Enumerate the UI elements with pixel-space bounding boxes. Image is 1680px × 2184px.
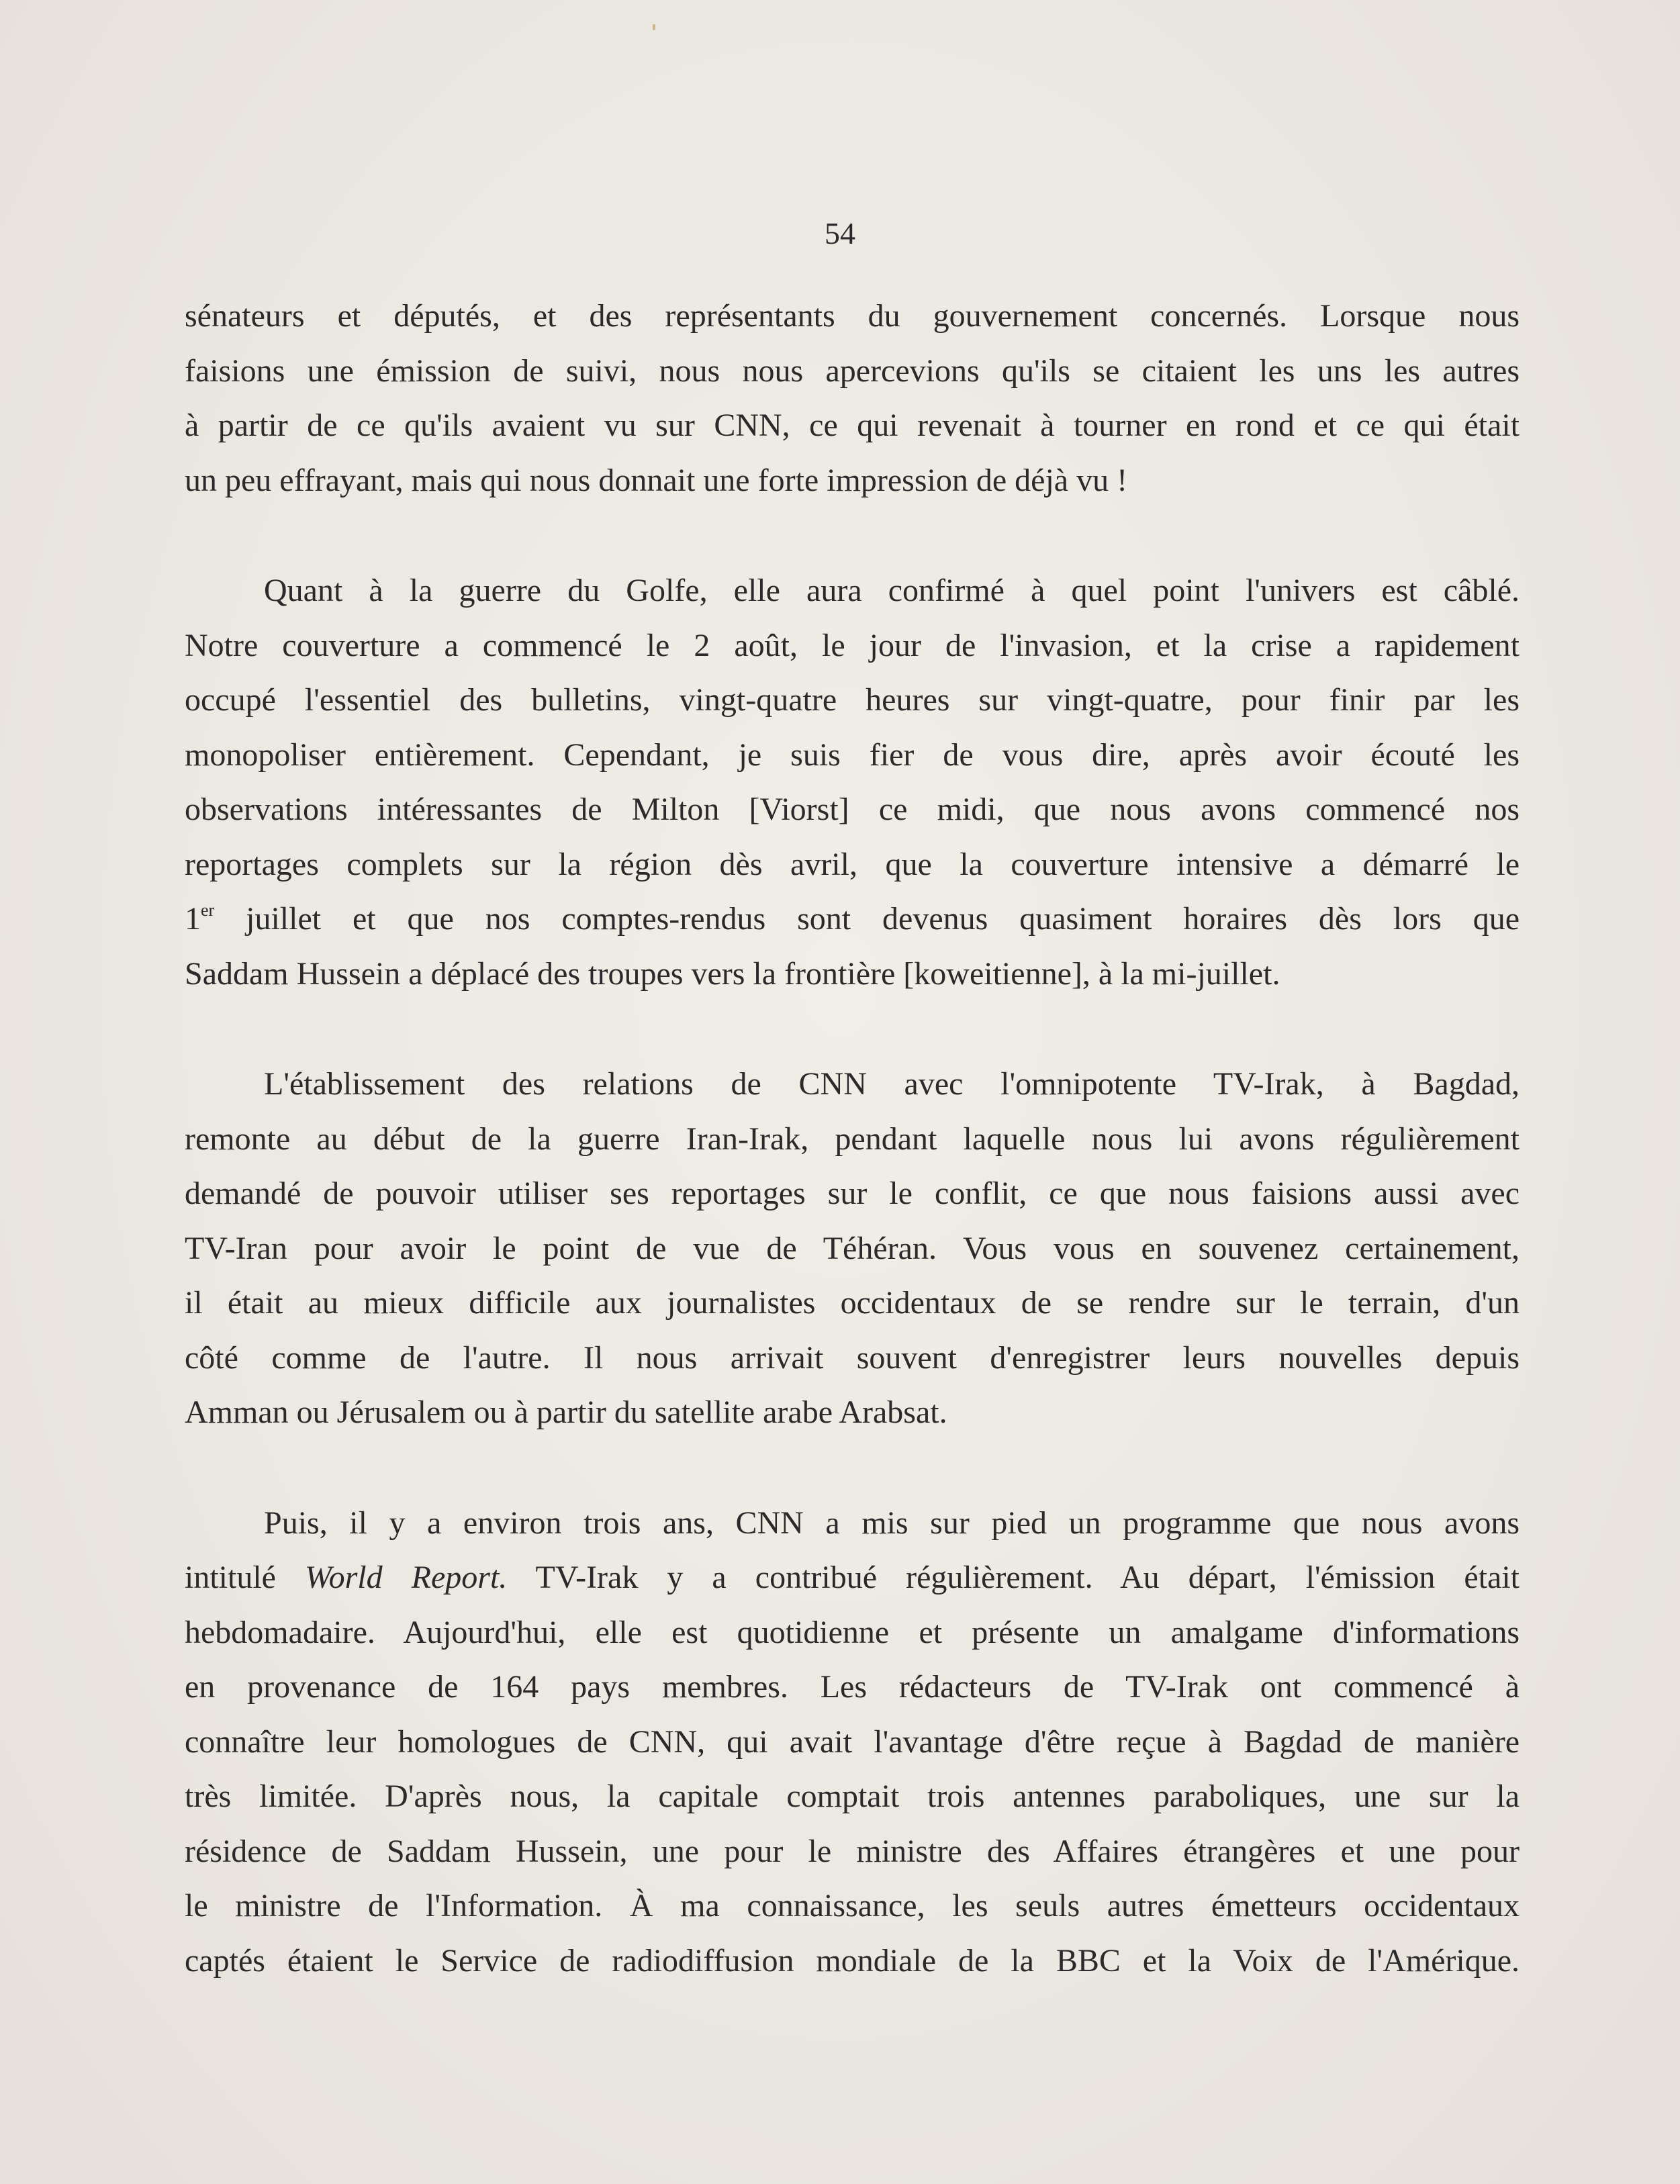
paragraph-2 (185, 563, 1520, 1001)
text-line: monopoliser entièrement. Cependant, je suis fier de vous dire, après avoir écouté les (185, 737, 1520, 773)
text-line: demandé de pouvoir utiliser ses reportages sur le conflit, ce que nous faisions aussi avec (185, 1176, 1520, 1211)
ordinal-superscript: er (201, 900, 215, 920)
text-line-rest: juillet et que nos comptes-rendus sont devenus quasiment horaires dès lors que (246, 901, 1520, 937)
ordinal-number: 1 (185, 901, 201, 937)
text-line: hebdomadaire. Aujourd'hui, elle est quotidienne et présente un amalgame d'informations (185, 1614, 1520, 1650)
text-line: occupé l'essentiel des bulletins, vingt-quatre heures sur vingt-quatre, pour finir par les (185, 682, 1520, 718)
text-line: faisions une émission de suivi, nous nous apercevions qu'ils se citaient les uns les autres (185, 352, 1520, 389)
program-title: World Report. (305, 1560, 508, 1595)
paragraph-3 (185, 1057, 1520, 1440)
text-line: remonte au début de la guerre Iran-Irak, pendant laquelle nous lui avons régulièrement (185, 1121, 1520, 1157)
text-line: résidence de Saddam Hussein, une pour le ministre des Affaires étrangères et une pour (185, 1833, 1520, 1869)
text-line: en provenance de 164 pays membres. Les rédacteurs de TV-Irak ont commencé à (185, 1669, 1520, 1705)
text-line-rest: TV-Irak y a contribué régulièrement. Au départ, l'émission était (535, 1560, 1520, 1595)
text-line: captés étaient le Service de radiodiffusion mondiale de la BBC et la Voix de l'Amérique. (185, 1942, 1520, 1979)
text-line: un peu effrayant, mais qui nous donnait une forte impression de déjà vu ! (185, 462, 1128, 498)
text-line: Puis, il y a environ trois ans, CNN a mis sur pied un programme que nous avons (264, 1505, 1520, 1541)
text-line: Quant à la guerre du Golfe, elle aura confirmé à quel point l'univers est câblé. (264, 573, 1520, 608)
text-line (185, 1550, 1520, 1605)
body-text (185, 289, 1520, 1988)
text-line: il était au mieux difficile aux journalistes occidentaux de se rendre sur le terrain, d'un (185, 1285, 1520, 1321)
text-line-prefix: intitulé (185, 1560, 276, 1595)
text-line: Amman ou Jérusalem ou à partir du satellite arabe Arabsat. (185, 1394, 947, 1430)
text-line: observations intéressantes de Milton [Viorst] ce midi, que nous avons commencé nos (185, 792, 1520, 827)
text-line (185, 892, 1520, 947)
paper-speck (653, 24, 655, 30)
text-line: Saddam Hussein a déplacé des troupes vers la frontière [koweitienne], à la mi-juillet. (185, 955, 1280, 992)
text-line: L'établissement des relations de CNN avec l'omnipotente TV-Irak, à Bagdad, (264, 1066, 1520, 1102)
text-line: reportages complets sur la région dès avril, que la couverture intensive a démarré le (185, 846, 1520, 882)
text-line: le ministre de l'Information. À ma connaissance, les seuls autres émetteurs occidentaux (185, 1888, 1520, 1924)
text-line: connaître leur homologues de CNN, qui avait l'avantage d'être reçue à Bagdad de manière (185, 1723, 1520, 1760)
text-line: très limitée. D'après nous, la capitale comptait trois antennes paraboliques, une sur la (185, 1778, 1520, 1814)
text-line: à partir de ce qu'ils avaient vu sur CNN, ce qui revenait à tourner en rond et ce qui était (185, 408, 1520, 443)
text-line: côté comme de l'autre. Il nous arrivait souvent d'enregistrer leurs nouvelles depuis (185, 1339, 1520, 1376)
text-line: TV-Iran pour avoir le point de vue de Téhéran. Vous vous en souvenez certainement, (185, 1230, 1520, 1266)
paragraph-4 (185, 1496, 1520, 1989)
text-line: Notre couverture a commencé le 2 août, le jour de l'invasion, et la crise a rapidement (185, 627, 1520, 663)
page-number: 54 (825, 216, 855, 250)
paragraph-1 (185, 289, 1520, 508)
text-line: sénateurs et députés, et des représentants du gouvernement concernés. Lorsque nous (185, 298, 1520, 334)
